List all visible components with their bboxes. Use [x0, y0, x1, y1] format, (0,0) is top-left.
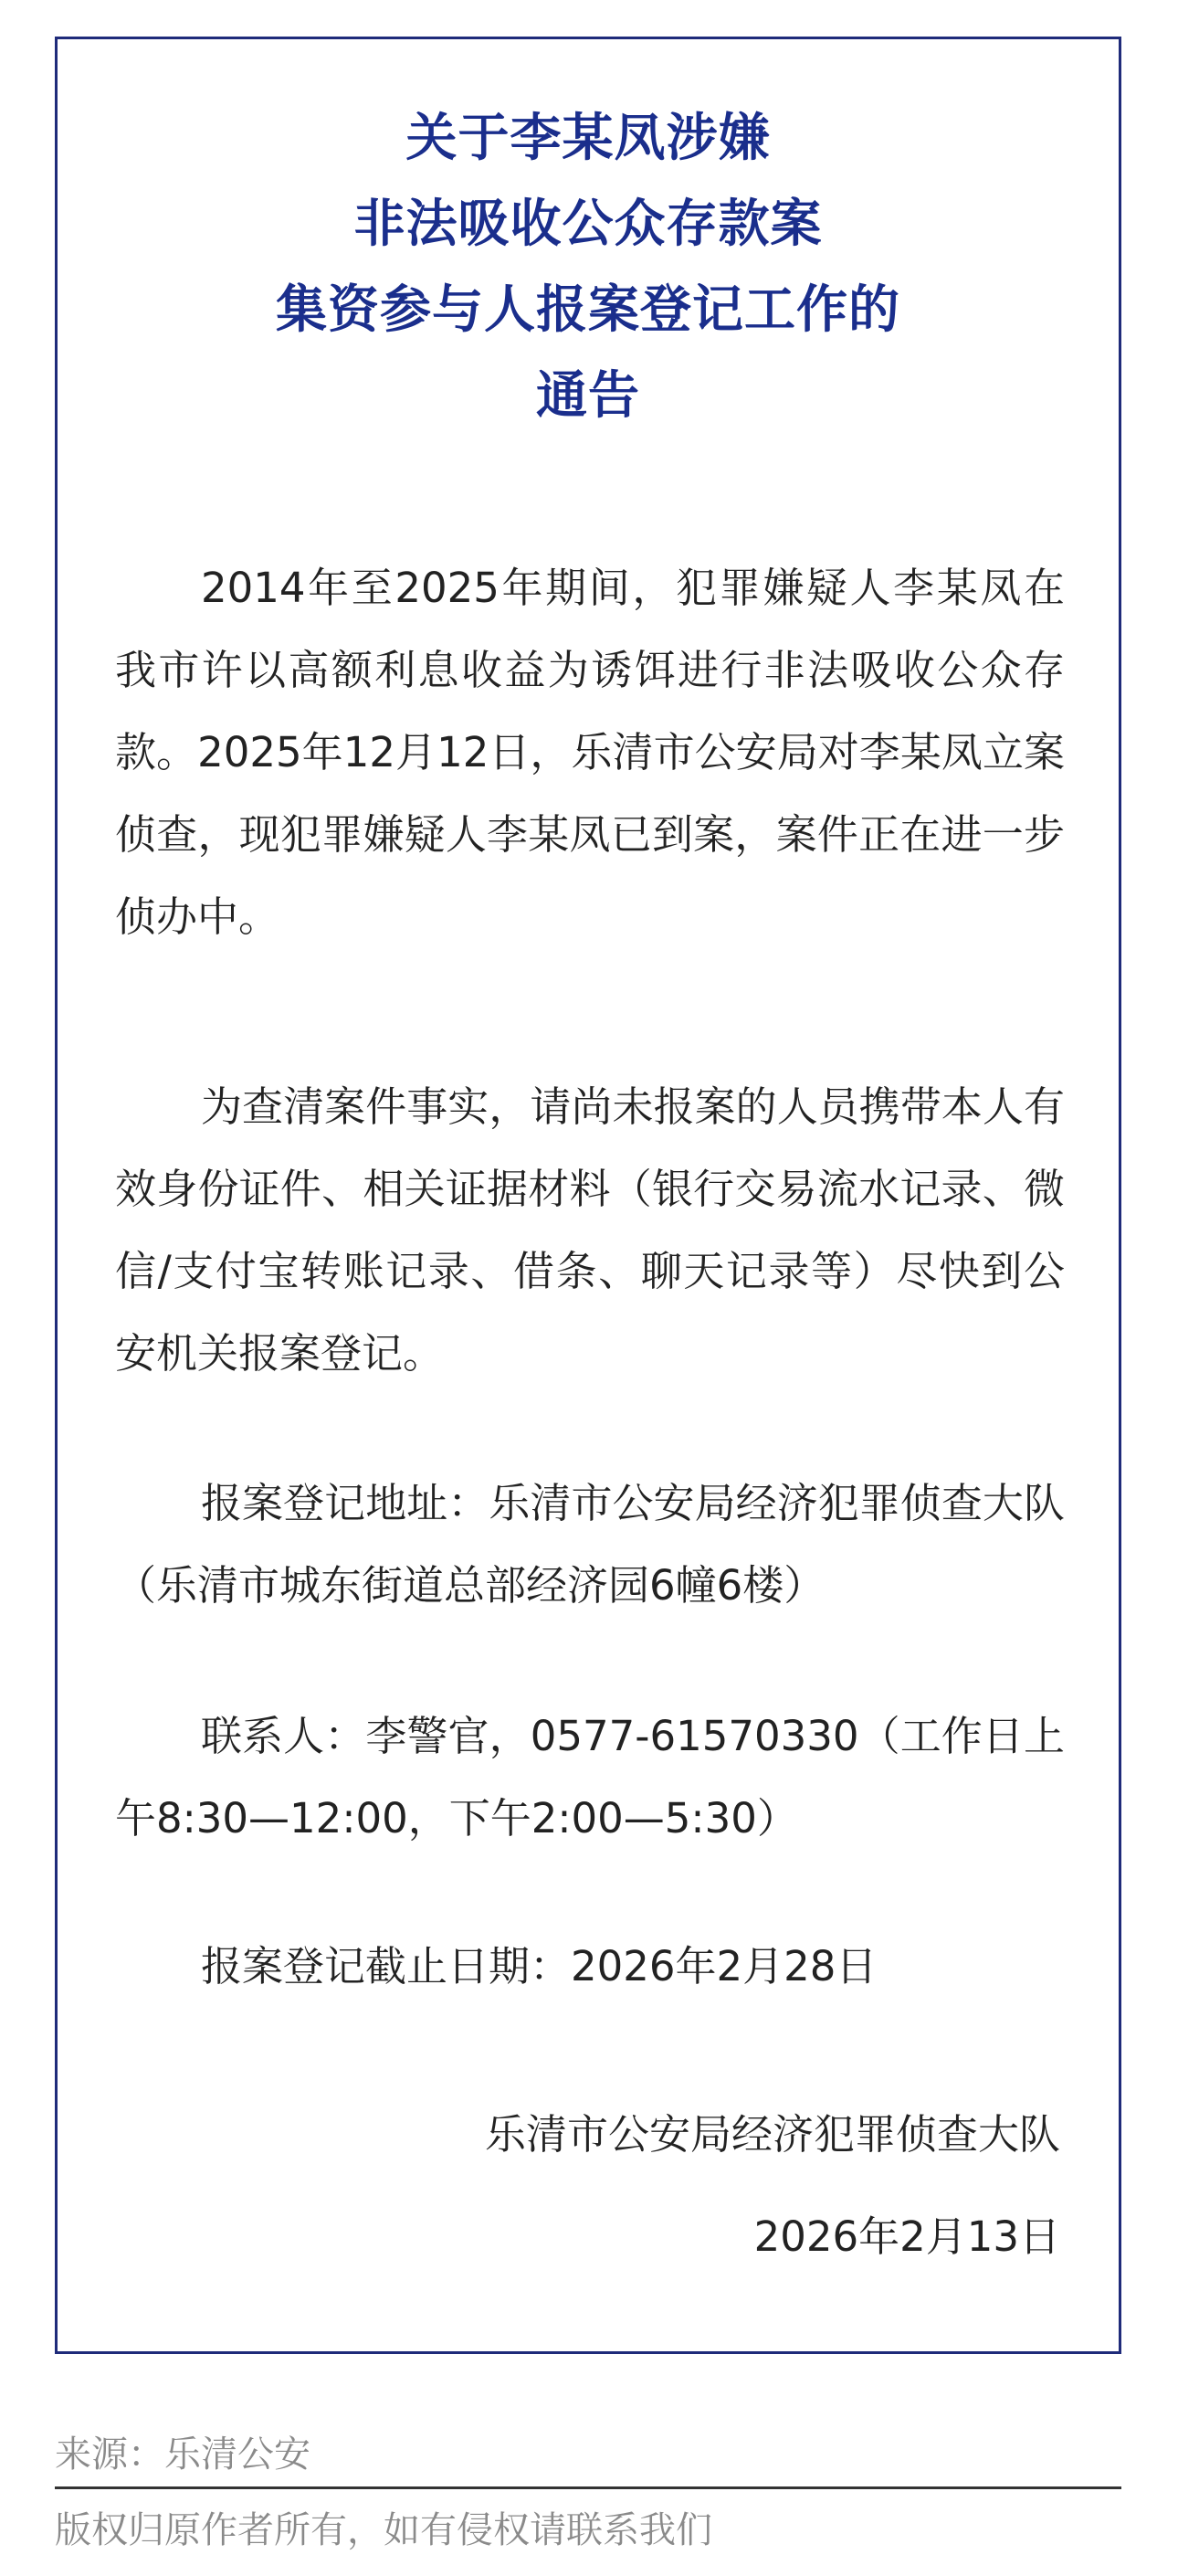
paragraph-contact [115, 1695, 1065, 1860]
source-label: 来源：乐清公安 [55, 2433, 310, 2476]
title-line-1: 关于李某凤涉嫌 [405, 109, 771, 168]
footer-divider [55, 2486, 1121, 2489]
copyright-notice: 版权归原作者所有，如有侵权请联系我们 [55, 2509, 712, 2551]
paragraph-deadline [115, 1926, 1065, 2008]
title-line-3: 集资参与人报案登记工作的 [276, 280, 900, 340]
paragraph-request [115, 1066, 1065, 1395]
paragraph-text: 联系人：李警官，0577-61570330（工作日上午8:30—12:00，下午2:00—5:30） [115, 1712, 1065, 1842]
paragraph-text: 为查清案件事实，请尚未报案的人员携带本人有效身份证件、相关证据材料（银行交易流水记录、微信/支付宝转账记录、借条、聊天记录等）尽快到公安机关报案登记。 [115, 1082, 1065, 1378]
paragraph-address [115, 1462, 1065, 1627]
issuer-name: 乐清市公安局经济犯罪侦查大队 [484, 2110, 1060, 2159]
paragraph-case-summary [115, 547, 1065, 958]
notice-frame [55, 37, 1121, 2354]
title-line-4: 通告 [536, 366, 640, 426]
paragraph-text: 报案登记截止日期：2026年2月28日 [201, 1942, 878, 1990]
paragraph-text: 报案登记地址：乐清市公安局经济犯罪侦查大队（乐清市城东街道总部经济园6幢6楼） [115, 1479, 1065, 1610]
signature-block [485, 2084, 1060, 2288]
title-line-2: 非法吸收公众存款案 [353, 195, 823, 254]
issue-date: 2026年2月13日 [753, 2212, 1060, 2261]
paragraph-text: 2014年至2025年期间，犯罪嫌疑人李某凤在我市许以高额利息收益为诱饵进行非法吸收公众存款。2025年12月12日，乐清市公安局对李某凤立案侦查，现犯罪嫌疑人李某凤已到案，案件正在进一步侦办中。 [115, 564, 1065, 941]
notice-title [58, 96, 1119, 439]
